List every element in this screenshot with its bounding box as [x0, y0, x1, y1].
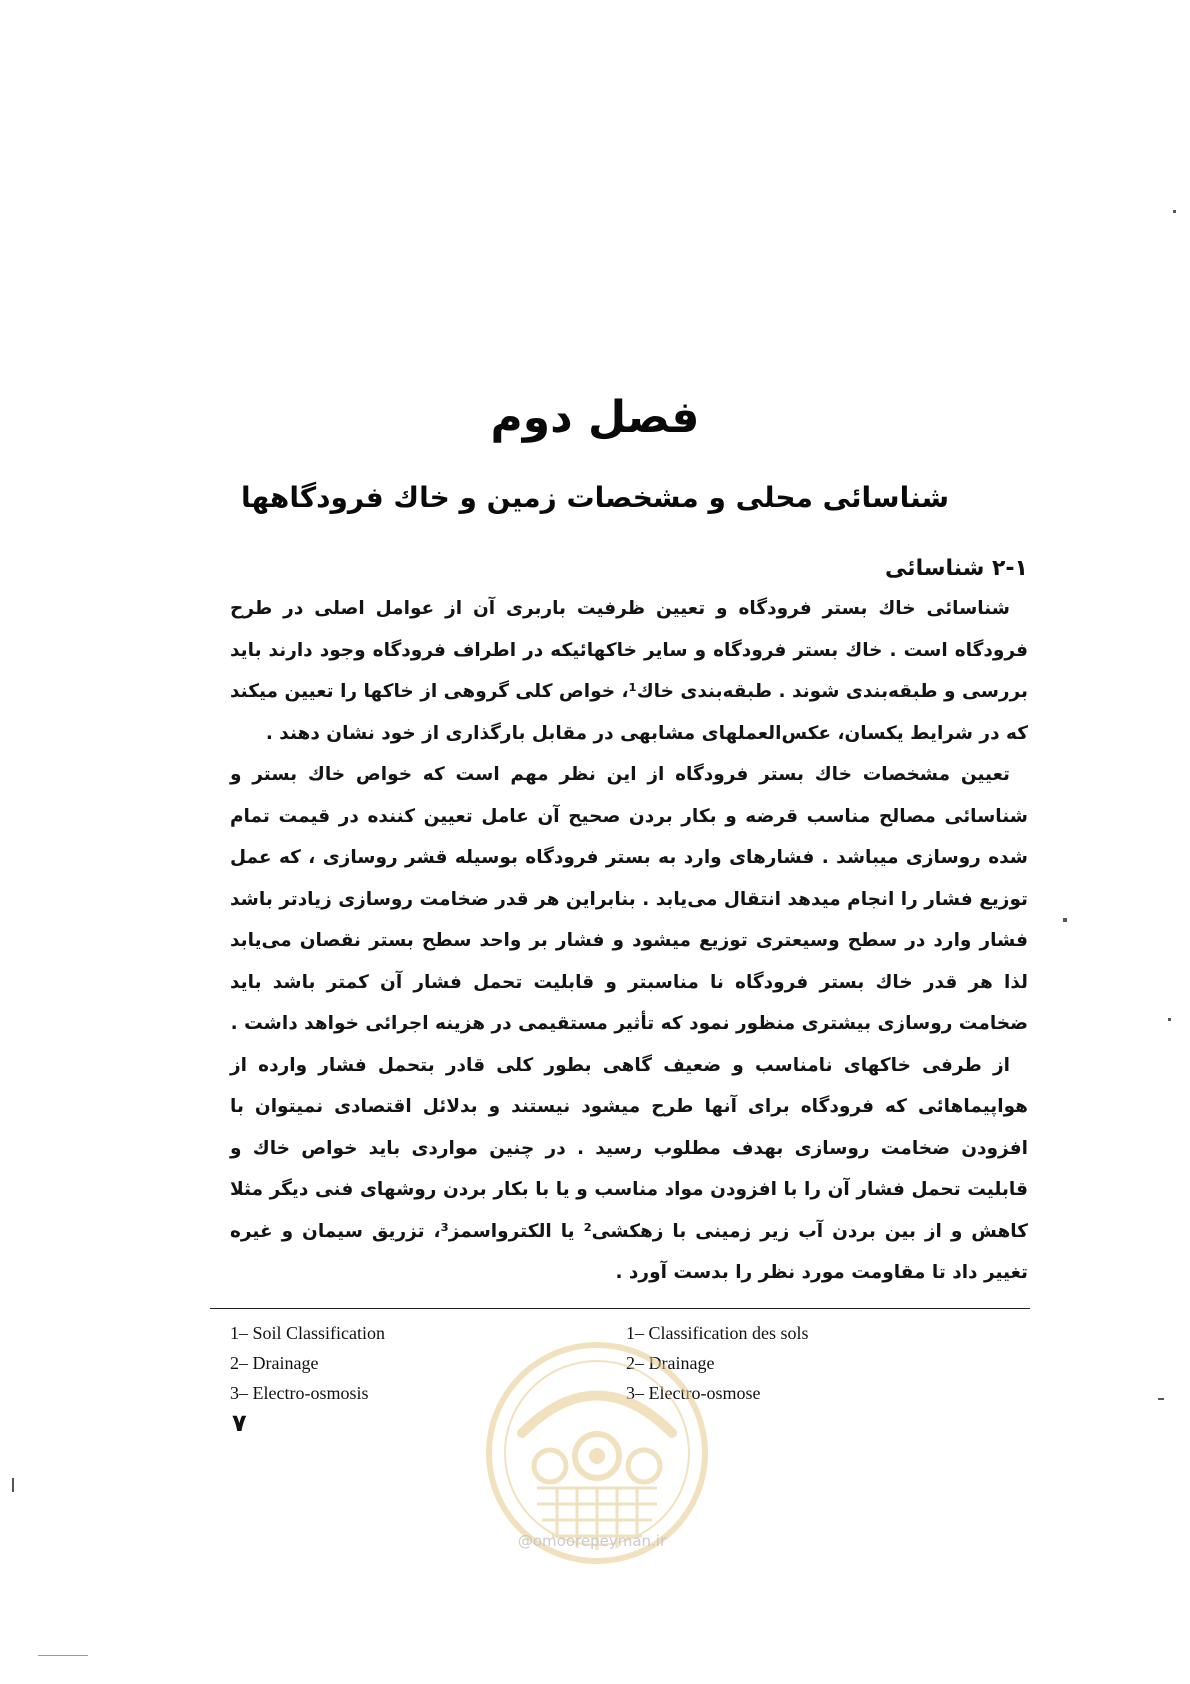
footnote-en-2: 2– Drainage [230, 1353, 319, 1373]
footnote-en-1: 1– Soil Classification [230, 1323, 385, 1343]
paragraph-3: از طرفی خاکهای نامناسب و ضعیف گاهی بطور کلی قادر بتحمل فشار وارده از هواپیماهائی که فرودگاه برای آنها طرح میشود نیستند و بدلائل اقتصادی نمیتوان با افزودن ضخامت روسازی بهدف مطلوب رسید . در چنین مواردی باید خواص خاك و قابلیت تحمل فشار آن را با افزودن مواد مناسب و یا با بکار بردن روشهای فنی دیگر مثلا کاهش و از بین بردن آب زیر زمینی با زهکشی² یا الکترواسمز³، تزریق سیمان و غیره تغییر داد تا مقاومت مورد نظر را بدست آورد . [230, 1054, 1028, 1283]
scan-speck [1168, 1018, 1171, 1021]
footnote-fr-3: 3– Electro-osmose [626, 1383, 761, 1403]
watermark-url: @omoorepeyman.ir [517, 1532, 667, 1550]
footnote-fr-1: 1– Classification des sols [626, 1323, 809, 1343]
paragraph-1: شناسائی خاك بستر فرودگاه و تعیین ظرفیت باربری آن از عوامل اصلی در طرح فرودگاه است . خاك بستر فرودگاه و سایر خاکهائیکه در اطراف فرودگاه وجود دارند باید بررسی و طبقه‌بندی شوند . طبقه‌بندی خاك¹، خواص کلی گروهی از خاکها را تعیین میکند که در شرایط یکسان، عکس‌العملهای مشابهی در مقابل بارگذاری از خود نشان دهند . [230, 598, 1029, 744]
footnote-en-3: 3– Electro-osmosis [230, 1383, 369, 1403]
paragraph-2: تعیین مشخصات خاك بستر فرودگاه از این نظر مهم است که خواص خاك بستر و شناسائی مصالح مناسب قرضه و بکار بردن صحیح آن عامل تعیین کننده در قیمت تمام شده روسازی میباشد . فشارهای وارد به بستر فرودگاه بوسیله قشر روسازی ، که عمل توزیع فشار را انجام میدهد انتقال می‌یابد . بنابراین هر قدر ضخامت روسازی زیادتر باشد فشار وارد در سطح وسیعتری توزیع میشود و فشار بر واحد سطح بستر نقصان می‌یابد لذا هر قدر خاك بستر فرودگاه نا مناسبتر و قابلیت تحمل فشار آن کمتر باشد باید ضخامت روسازی بیشتری منظور نمود که تأثیر مستقیمی در هزینه اجرائی خواهد داشت . [230, 764, 1028, 1034]
footnote-divider [210, 1308, 1030, 1309]
scan-speck [12, 1478, 14, 1492]
chapter-title: فصل دوم [490, 392, 700, 443]
footnote-fr-2: 2– Drainage [626, 1353, 715, 1373]
scan-speck [38, 1655, 88, 1656]
scan-speck [1173, 210, 1176, 213]
section-heading: ۲-۱ شناسائی [885, 556, 1028, 581]
body-text [230, 588, 1028, 1294]
chapter-subtitle: شناسائی محلی و مشخصات زمین و خاك فرودگاهها [240, 481, 950, 514]
page-number: ۷ [232, 1409, 247, 1437]
scan-speck [1158, 1398, 1164, 1400]
scan-speck [1063, 918, 1067, 922]
